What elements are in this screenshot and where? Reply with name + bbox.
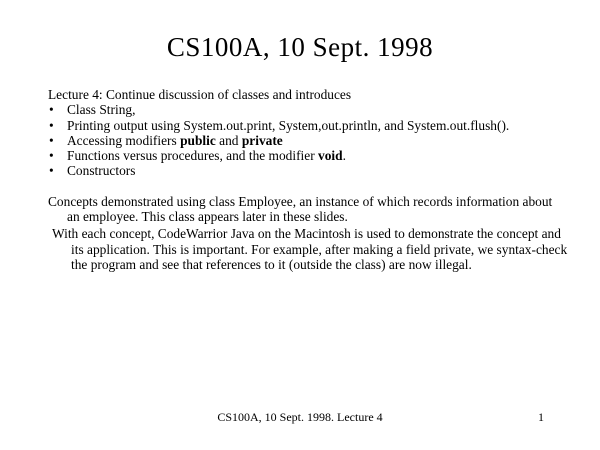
slide-footer: CS100A, 10 Sept. 1998. Lecture 4 <box>217 410 383 424</box>
lecture-heading: Lecture 4: Continue discussion of classes and introduces <box>48 87 352 102</box>
paragraph-concepts: Concepts demonstrated using class Employee, an instance of which records information about an employee. This class appears later in these slides. <box>48 193 553 225</box>
topic-item-constructors: • Constructors <box>48 163 568 178</box>
topic-list <box>48 102 568 178</box>
topic-item-functions: • Functions versus procedures, and the modifier void. <box>48 148 568 163</box>
topic-item-printing: • Printing output using System.out.print, System,out.println, and System.out.flush(). <box>48 118 568 133</box>
topic-item-string: • Class String, <box>48 102 568 117</box>
keyword-private: private <box>241 132 283 148</box>
slide-title: CS100A, 10 Sept. 1998 <box>166 32 434 62</box>
page-number: 1 <box>538 410 544 424</box>
slide-body <box>48 87 568 272</box>
keyword-void: void <box>318 148 343 164</box>
topic-item-modifiers: • Accessing modifiers public and private <box>48 133 568 148</box>
paragraph-codewarrior: With each concept, CodeWarrior Java on the Macintosh is used to demonstrate the concept and its application. This is important. For example, after making a field private, we syntax-check the program and see that references to it (outside the class) are now illegal. <box>52 226 568 272</box>
keyword-public: public <box>180 132 216 148</box>
